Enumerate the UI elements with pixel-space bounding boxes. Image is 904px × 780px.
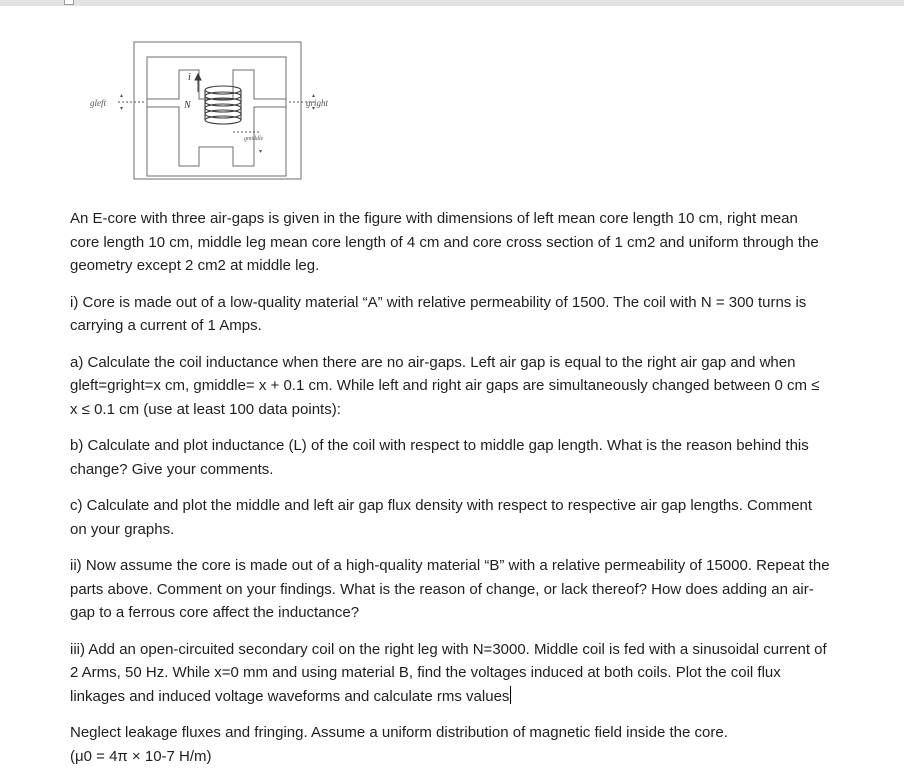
top-ruler-bar [0, 0, 904, 6]
gap-right-label: gright [305, 98, 328, 108]
gap-left-label: gleft [90, 98, 106, 108]
intro-paragraph: An E-core with three air-gaps is given in the figure with dimensions of left mean core length 10 cm, right mean core length 10 cm, middle leg mean core length of 4 cm and core cross section of 1 cm2 and uniform through the geometry except 2 cm2 at middle leg. [70, 210, 819, 274]
part-b-paragraph: b) Calculate and plot inductance (L) of the coil with respect to middle gap length. What is the reason behind this change? Give your comments. [70, 437, 809, 478]
part-a-paragraph: a) Calculate the coil inductance when there are no air-gaps. Left air gap is equal to the right air gap and when gleft=gright=x cm, gmiddle= x + 0.1 cm. While left and right air gaps are simultaneously changed between 0 cm ≤ x ≤ 0.1 cm (use at least 100 data points): [70, 353, 820, 418]
part-iii-text: iii) Add an open-circuited secondary coil on the right leg with N=3000. Middle coil is fed with a sinusoidal current of 2 Arms, 50 Hz. While x=0 mm and using material B, find the voltages induced at both coils. Plot the coil flux linkages and induced voltage waveforms and calculate rms values [70, 640, 827, 705]
current-arrow-head [195, 74, 201, 80]
part-ii-paragraph: ii) Now assume the core is made out of a high-quality material “B” with a relative permeability of 15000. Repeat the parts above. Comment on your findings. What is the reason of change, or lack thereof? How does adding an air-gap to a ferrous core affect the inductance? [70, 557, 830, 621]
part-c-paragraph: c) Calculate and plot the middle and left air gap flux density with respect to respective air gap lengths. Comment on your graphs. [70, 497, 813, 538]
coil [205, 86, 241, 124]
part-i-paragraph: i) Core is made out of a low-quality material “A” with relative permeability of 1500. The coil with N = 300 turns is carrying a current of 1 Amps. [70, 293, 807, 334]
text-cursor [510, 686, 511, 704]
e-core-figure [80, 40, 328, 185]
e-core-diagram [80, 40, 328, 185]
current-label: i [188, 72, 191, 83]
turns-label: N [184, 100, 191, 111]
note-paragraph [70, 721, 830, 768]
note-text: Neglect leakage fluxes and fringing. Assume a uniform distribution of magnetic field inside the core. [70, 724, 728, 741]
page-corner-mark [64, 0, 74, 5]
part-iii-paragraph[interactable] [70, 638, 830, 709]
gap-middle-label: gmiddle [244, 136, 264, 142]
problem-text [70, 207, 830, 768]
constant-text: (μ0 = 4π × 10-7 H/m) [70, 747, 212, 765]
